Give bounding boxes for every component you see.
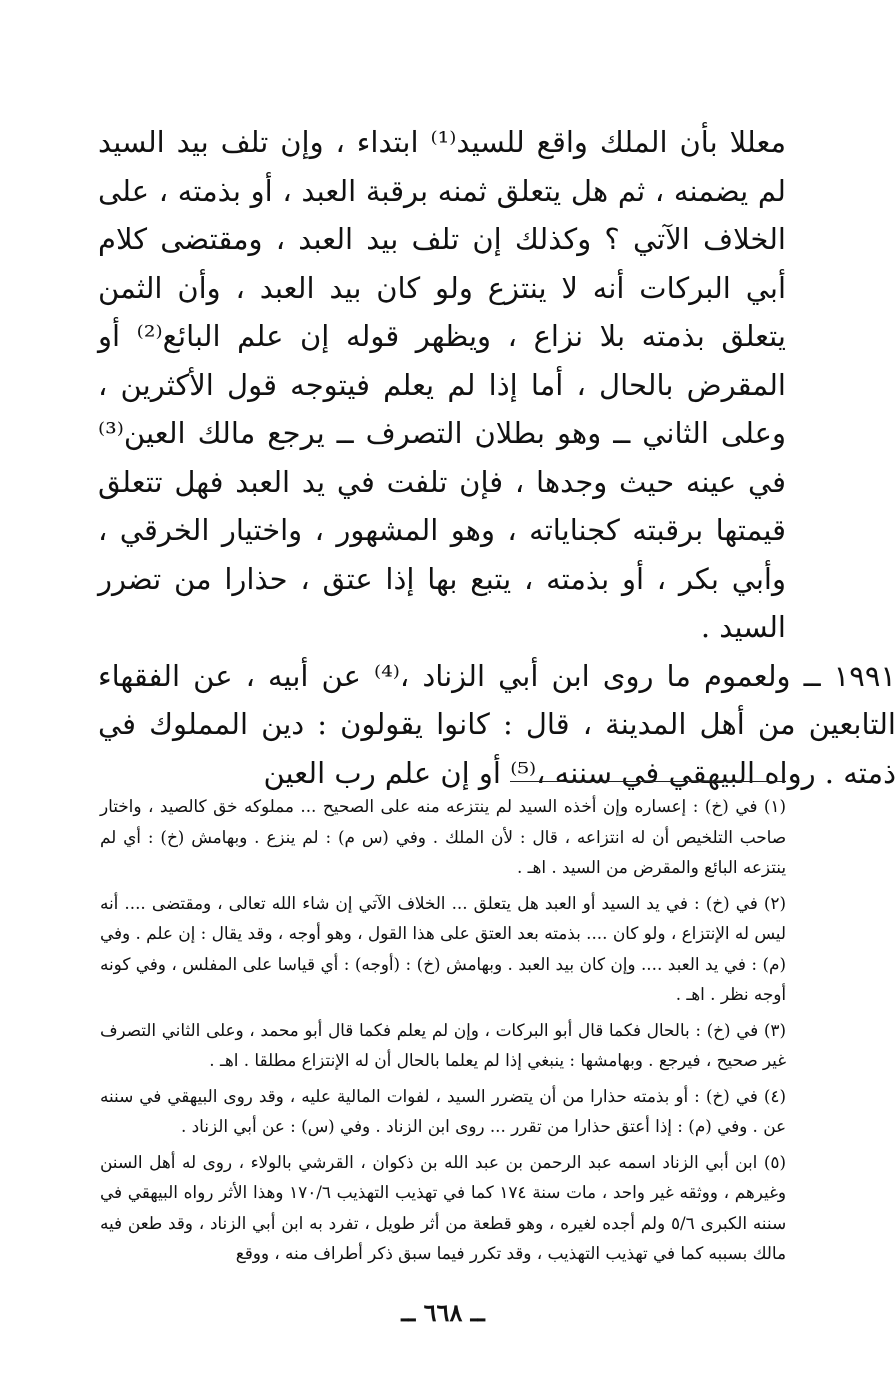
footnote-separator (510, 781, 786, 782)
numbered-paragraph-1991: ١٩٩١ ــ ولعموم ما روى ابن أبي الزناد ،⁽⁴⁾ عن أبيه ، عن الفقهاء التابعين من أهل المدينة ، قال : كانوا يقولون : دين المملوك في ذمته . رواه البيهقي في سننه ،⁽⁵⁾ أو إن علم رب العين (98, 658, 896, 790)
main-paragraph: معللا بأن الملك واقع للسيد⁽¹⁾ ابتداء ، وإن تلف بيد السيد لم يضمنه ، ثم هل يتعلق ثمنه برقبة العبد ، أو بذمته ، على الخلاف الآتي ؟ وكذلك إن تلف بيد العبد ، ومقتضى كلام أبي البركات أنه لا ينتزع ولو كان بيد العبد ، وأن الثمن يتعلق بذمته بلا نزاع ، ويظهر قوله إن علم البائع⁽²⁾ أو المقرض بالحال ، أما إذا لم يعلم فيتوجه قول الأكثرين ، وعلى الثاني ــ وهو بطلان التصرف ــ يرجع مالك العين⁽³⁾ في عينه حيث وجدها ، فإن تلفت في يد العبد فهل تتعلق قيمتها برقبته كجناياته ، وهو المشهور ، واختيار الخرقي ، وأبي بكر ، أو بذمته ، يتبع بها إذا عتق ، حذارا من تضرر السيد . (98, 125, 787, 644)
footnote-3: (٣) في (خ) : بالحال فكما قال أبو البركات ، وإن لم يعلم فكما قال أبو محمد ، وعلى الثاني التصرف غير صحيح ، فيرجع . وبهامشها : ينبغي إذا لم يعلما بالحال أن له الإنتزاع مطلقا . اهـ . (100, 1019, 786, 1070)
footnote-2: (٢) في (خ) : في يد السيد أو العبد هل يتعلق ... الخلاف الآتي إن شاء الله تعالى ، ومقتضى .... أنه ليس له الإنتزاع ، ولو كان .... بذمته بعد العتق على هذا القول ، وهو أوجه ، وقد يقال : إن علم . وفي (م) : في يد العبد .... وإن كان بيد العبد . وبهامش (خ) : (أوجه) : أي قياسا على المفلس ، وفي كونه أوجه نظر . اهـ . (100, 892, 786, 1004)
footnotes (100, 791, 786, 1274)
page-number: ــ ٦٦٨ ــ (401, 1298, 485, 1327)
footnote-1: (١) في (خ) : إعساره وإن أخذه السيد لم ينتزعه منه على الصحيح ... مملوكه خق كالصيد ، واختار صاحب التلخيص أن له انتزاعه ، قال : لأن الملك . وفي (س م) : لم ينزع . وبهامش (خ) : أي لم ينتزعه البائع والمقرض من السيد . اهـ . (100, 796, 786, 877)
footnote-4: (٤) في (خ) : أو بذمته حذارا من أن يتضرر السيد ، لفوات المالية عليه ، وقد روى البيهقي في سننه عن . وفي (م) : إذا أعتق حذارا من تقرر ... روى ابن الزناد . وفي (س) : عن أبي الزناد . (100, 1085, 786, 1136)
footnote-5: (٥) ابن أبي الزناد اسمه عبد الرحمن بن عبد الله بن ذكوان ، القرشي بالولاء ، روى له أهل السنن وغيرهم ، ووثقه غير واحد ، مات سنة ١٧٤ كما في تهذيب التهذيب ١٧٠/٦ وهذا الأثر رواه البيهقي في سننه الكبرى ٥/٦ ولم أجده لغيره ، وهو قطعة من أثر طويل ، تفرد به ابن أبي الزناد ، وقد طعن فيه مالك بسببه كما في تهذيب التهذيب ، وقد تكرر فيما سبق ذكر أطراف منه ، ووقع (100, 1151, 786, 1263)
main-text (98, 118, 896, 797)
